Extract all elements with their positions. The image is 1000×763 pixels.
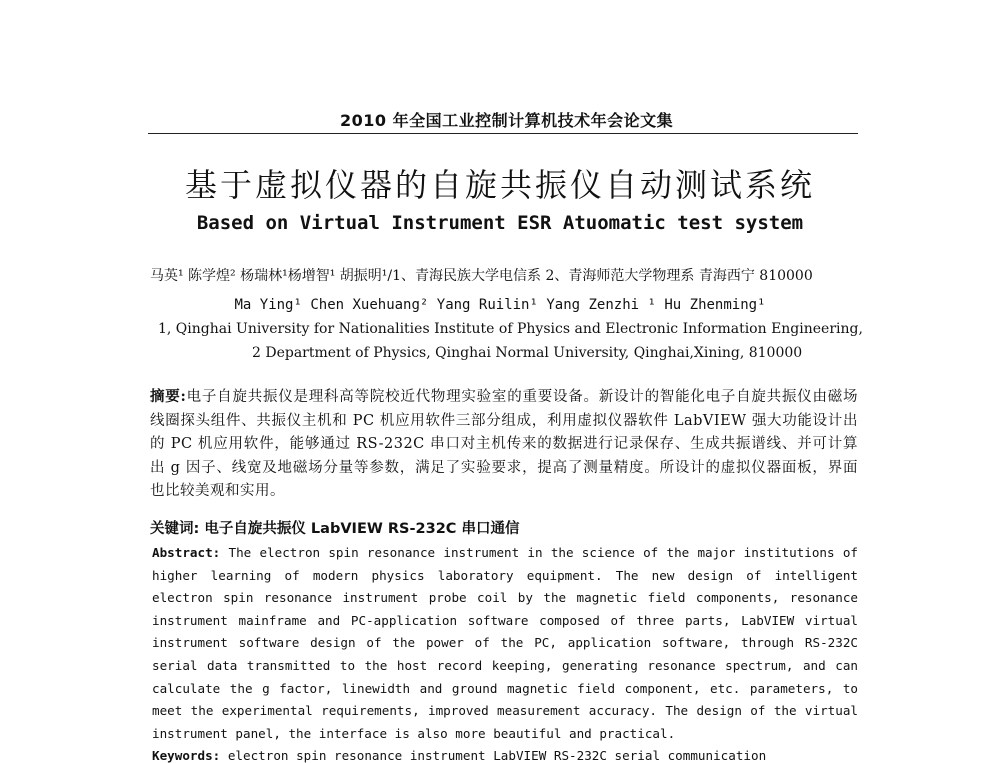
abstract-english — [152, 542, 858, 745]
abstract-chinese-label: 摘要: — [150, 388, 187, 405]
keywords-chinese — [150, 517, 519, 538]
authors-chinese: 马英¹ 陈学煌² 杨瑞林¹杨增智¹ 胡振明¹/1、青海民族大学电信系 2、青海师范大学物理系 青海西宁 810000 — [150, 268, 813, 284]
authors-english: Ma Ying¹ Chen Xuehuang² Yang Ruilin¹ Yang Zenzhi ¹ Hu Zhenming¹ — [234, 297, 766, 313]
affiliation-line-1: 1, Qinghai University for Nationalities Institute of Physics and Electronic Information Engineering, — [158, 321, 863, 337]
affiliation-line-2: 2 Department of Physics, Qinghai Normal University, Qinghai,Xining, 810000 — [252, 345, 803, 361]
keywords-chinese-label: 关键词: — [150, 521, 200, 537]
abstract-english-text: The electron spin resonance instrument in the science of the major institutions of higher learning of modern physics laboratory equipment. The new design of intelligent electron spin resonance instrument probe coil by the magnetic field components, resonance instrument mainframe and PC-application software composed of three parts, LabVIEW virtual instrument software design of the power of the PC, application software, through RS-232C serial data transmitted to the host record keeping, generating resonance spectrum, and can calculate the g factor, linewidth and ground magnetic field component, etc. parameters, to meet the experimental requirements, improved measurement accuracy. The design of the virtual instrument panel, the interface is also more beautiful and practical. — [152, 545, 858, 741]
keywords-english-text: electron spin resonance instrument LabVIEW RS-232C serial communication — [227, 748, 767, 763]
header-rule — [148, 133, 858, 134]
proceedings-header: 2010 年全国工业控制计算机技术年会论文集 — [340, 111, 674, 130]
keywords-chinese-text: 电子自旋共振仪 LabVIEW RS-232C 串口通信 — [204, 521, 520, 537]
abstract-chinese — [150, 385, 858, 504]
keywords-english-label: Keywords: — [152, 748, 221, 763]
paper-title-english: Based on Virtual Instrument ESR Atuomatic test system — [196, 212, 804, 234]
keywords-english — [152, 748, 766, 763]
paper-title-chinese: 基于虚拟仪器的自旋共振仪自动测试系统 — [184, 166, 815, 204]
abstract-chinese-text: 电子自旋共振仪是理科高等院校近代物理实验室的重要设备。新设计的智能化电子自旋共振仪由磁场线圈探头组件、共振仪主机和 PC 机应用软件三部分组成，利用虚拟仪器软件 LabVIEW 强大功能设计出的 PC 机应用软件，能够通过 RS-232C 串口对主机传来的数据进行记录保存、生成共振谱线、并可计算出 g 因子、线宽及地磁场分量等参数，满足了实验要求，提高了测量精度。所设计的虚拟仪器面板，界面也比较美观和实用。 — [150, 389, 858, 499]
abstract-english-label: Abstract: — [152, 545, 221, 560]
